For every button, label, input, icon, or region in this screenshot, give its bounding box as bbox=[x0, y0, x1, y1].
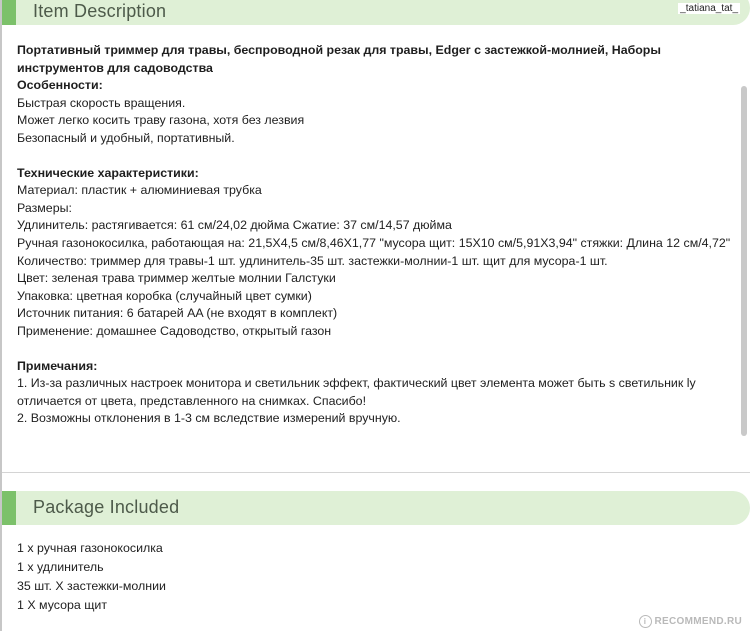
spec-item: Упаковка: цветная коробка (случайный цвет сумки) bbox=[17, 288, 312, 303]
note-item: 1. Из-за различных настроек монитора и светильник эффект, фактический цвет элемента может быть s светильник ly отличается от цвета, представленного на снимках. Спасибо! bbox=[17, 376, 696, 408]
spec-item: Количество: триммер для травы-1 шт. удлинитель-35 шт. застежки-молнии-1 шт. щит для мусора-1 шт. bbox=[17, 253, 608, 268]
spec-item: Ручная газонокосилка, работающая на: 21,5X4,5 см/8,46X1,77 "мусора щит: 15X10 см/5,91X3,94" стяжки: Длина 12 см/4,72" bbox=[17, 235, 731, 250]
package-included-header bbox=[2, 491, 750, 525]
specs-label: Технические характеристики: bbox=[17, 165, 199, 180]
item-description-header bbox=[2, 0, 750, 25]
feature-item: Безопасный и удобный, портативный. bbox=[17, 130, 235, 145]
package-included-title: Package Included bbox=[33, 497, 180, 517]
features-label: Особенности: bbox=[17, 78, 103, 93]
item-description-title: Item Description bbox=[33, 1, 167, 21]
notes-label: Примечания: bbox=[17, 358, 98, 373]
feature-item: Может легко косить траву газона, хотя без лезвия bbox=[17, 113, 305, 128]
header-accent-bar bbox=[2, 491, 16, 525]
note-item: 2. Возможны отклонения в 1-3 см вследствие измерений вручную. bbox=[17, 411, 401, 426]
watermark-username: _tatiana_tat_ bbox=[680, 3, 738, 14]
product-title: Портативный триммер для травы, беспроводной резак для травы, Edger с застежкой-молнией, Наборы инструментов для садоводства bbox=[17, 43, 661, 75]
feature-item: Быстрая скорость вращения. bbox=[17, 95, 186, 110]
recommend-logo-icon: i bbox=[639, 615, 652, 628]
spacer bbox=[17, 148, 737, 165]
package-item: 1 x ручная газонокосилка bbox=[17, 541, 163, 555]
spec-item: Применение: домашнее Садоводство, открытый газон bbox=[17, 323, 332, 338]
header-accent-bar bbox=[2, 0, 16, 25]
spec-item: Материал: пластик + алюминиевая трубка bbox=[17, 183, 262, 198]
spec-item: Цвет: зеленая трава триммер желтые молнии Галстуки bbox=[17, 271, 336, 286]
watermark-site bbox=[639, 615, 743, 628]
scrollbar-thumb[interactable] bbox=[741, 86, 747, 436]
spec-item: Источник питания: 6 батарей AA (не входят в комплект) bbox=[17, 306, 338, 321]
package-item: 35 шт. X застежки-молнии bbox=[17, 579, 166, 593]
section-divider bbox=[2, 472, 750, 473]
package-item: 1 X мусора щит bbox=[17, 598, 107, 612]
item-description-content bbox=[17, 42, 737, 428]
spec-item: Удлинитель: растягивается: 61 см/24,02 дюйма Сжатие: 37 см/14,57 дюйма bbox=[17, 218, 452, 233]
package-item: 1 x удлинитель bbox=[17, 560, 104, 574]
spec-item: Размеры: bbox=[17, 200, 72, 215]
spacer bbox=[17, 341, 737, 358]
watermark-site-text: RECOMMEND.RU bbox=[654, 616, 742, 628]
package-list bbox=[17, 539, 737, 615]
